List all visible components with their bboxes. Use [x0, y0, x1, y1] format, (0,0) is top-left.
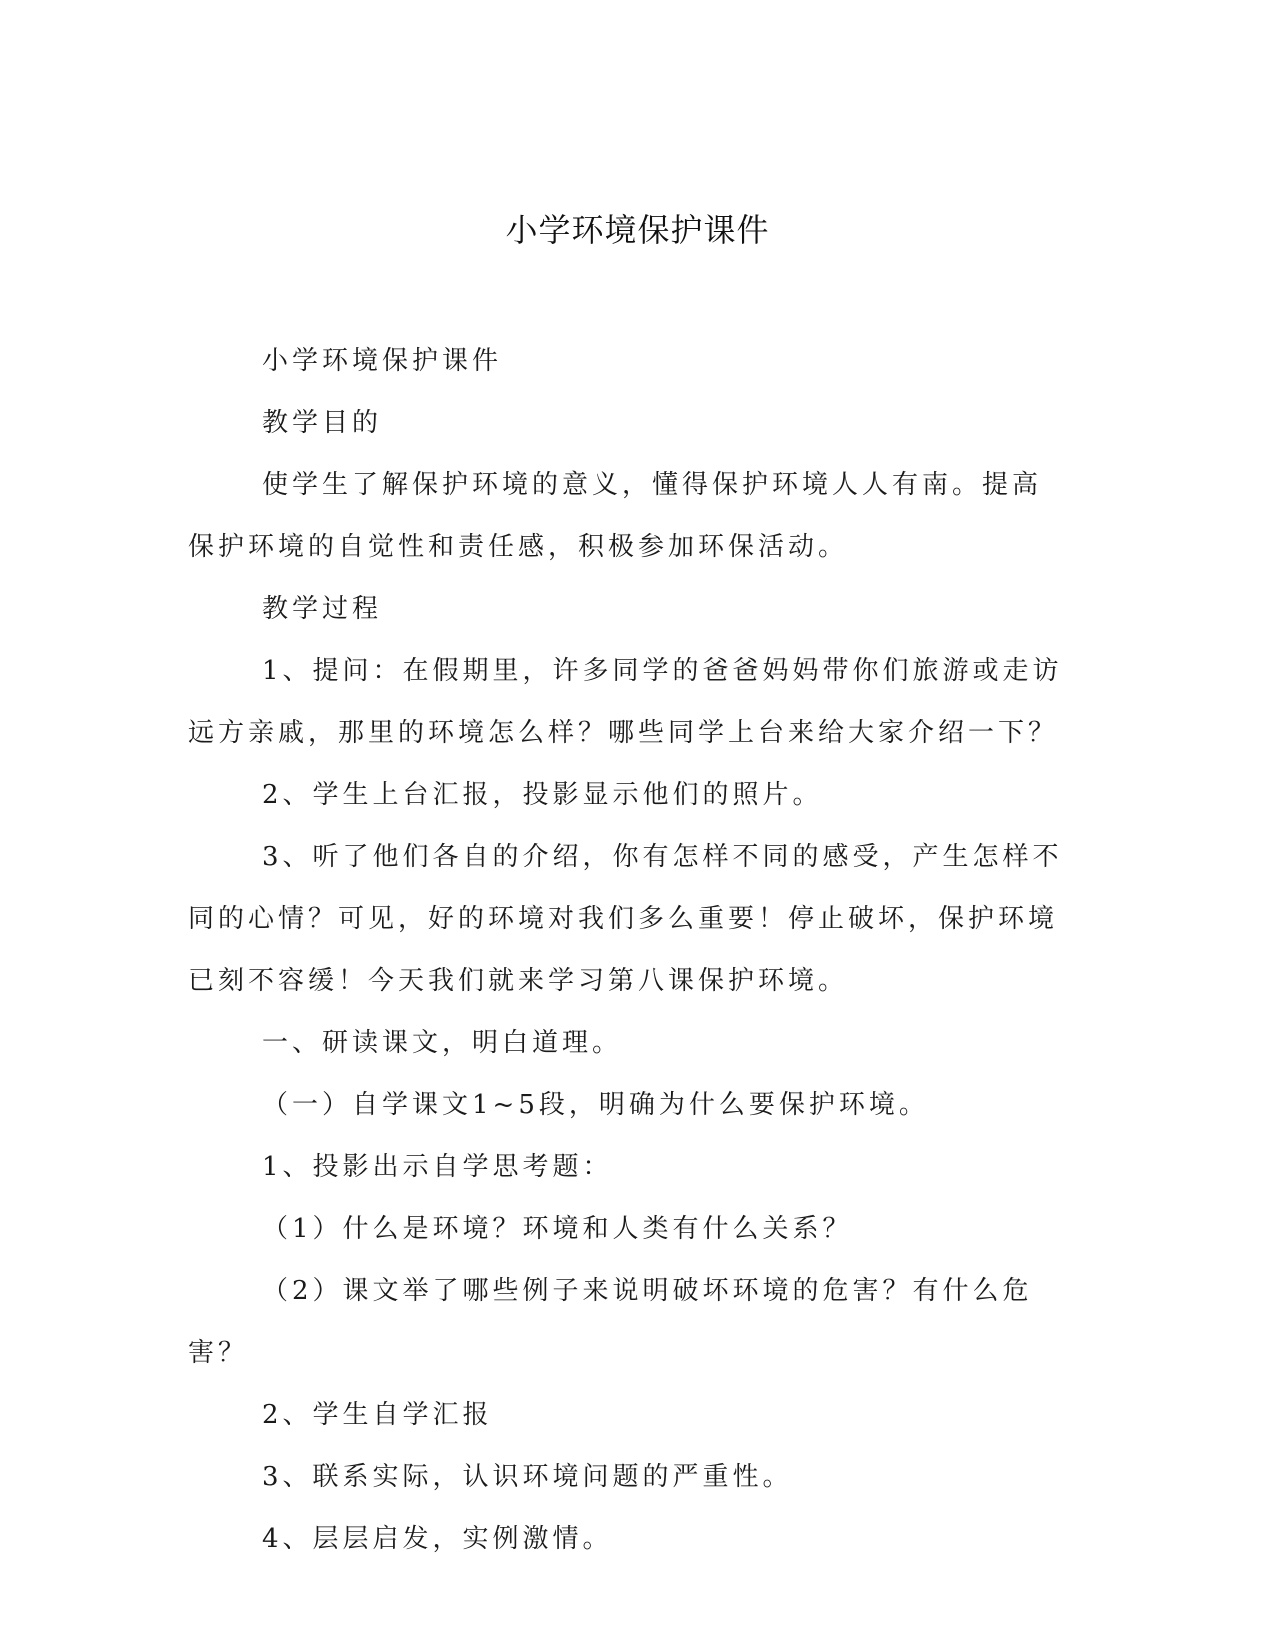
paragraph-item-4: 4、层层启发，实例激情。	[262, 1524, 613, 1554]
document-title: 小学环境保护课件	[505, 211, 770, 249]
paragraph-heading-process: 教学过程	[262, 594, 383, 624]
paragraph-heading-objective: 教学目的	[262, 408, 383, 438]
paragraph-step-3: 3、听了他们各自的介绍，你有怎样不同的感受，产生怎样不同的心情？可见，好的环境对我们多么重要！停止破坏，保护环境已刻不容缓！今天我们就来学习第八课保护环境。	[188, 842, 1063, 996]
paragraph-section-1: 一、研读课文，明白道理。	[262, 1028, 623, 1058]
document-body	[188, 330, 1068, 1570]
paragraph-item-1: 1、投影出示自学思考题：	[262, 1152, 613, 1182]
paragraph-item-3: 3、联系实际，认识环境问题的严重性。	[262, 1462, 793, 1492]
paragraph-question-1: （1）什么是环境？环境和人类有什么关系？	[262, 1214, 853, 1244]
paragraph-subsection-1: （一）自学课文1~5段，明确为什么要保护环境。	[262, 1090, 929, 1120]
paragraph-question-2: （2）课文举了哪些例子来说明破坏环境的危害？有什么危害？	[188, 1276, 1033, 1368]
paragraph-objective: 使学生了解保护环境的意义，懂得保护环境人人有南。提高保护环境的自觉性和责任感，积极参加环保活动。	[188, 470, 1043, 562]
paragraph-step-2: 2、学生上台汇报，投影显示他们的照片。	[262, 780, 823, 810]
paragraph-step-1: 1、提问：在假期里，许多同学的爸爸妈妈带你们旅游或走访远方亲戚，那里的环境怎么样？哪些同学上台来给大家介绍一下？	[188, 656, 1063, 748]
paragraph-subtitle: 小学环境保护课件	[262, 346, 503, 376]
paragraph-item-2: 2、学生自学汇报	[262, 1400, 493, 1430]
